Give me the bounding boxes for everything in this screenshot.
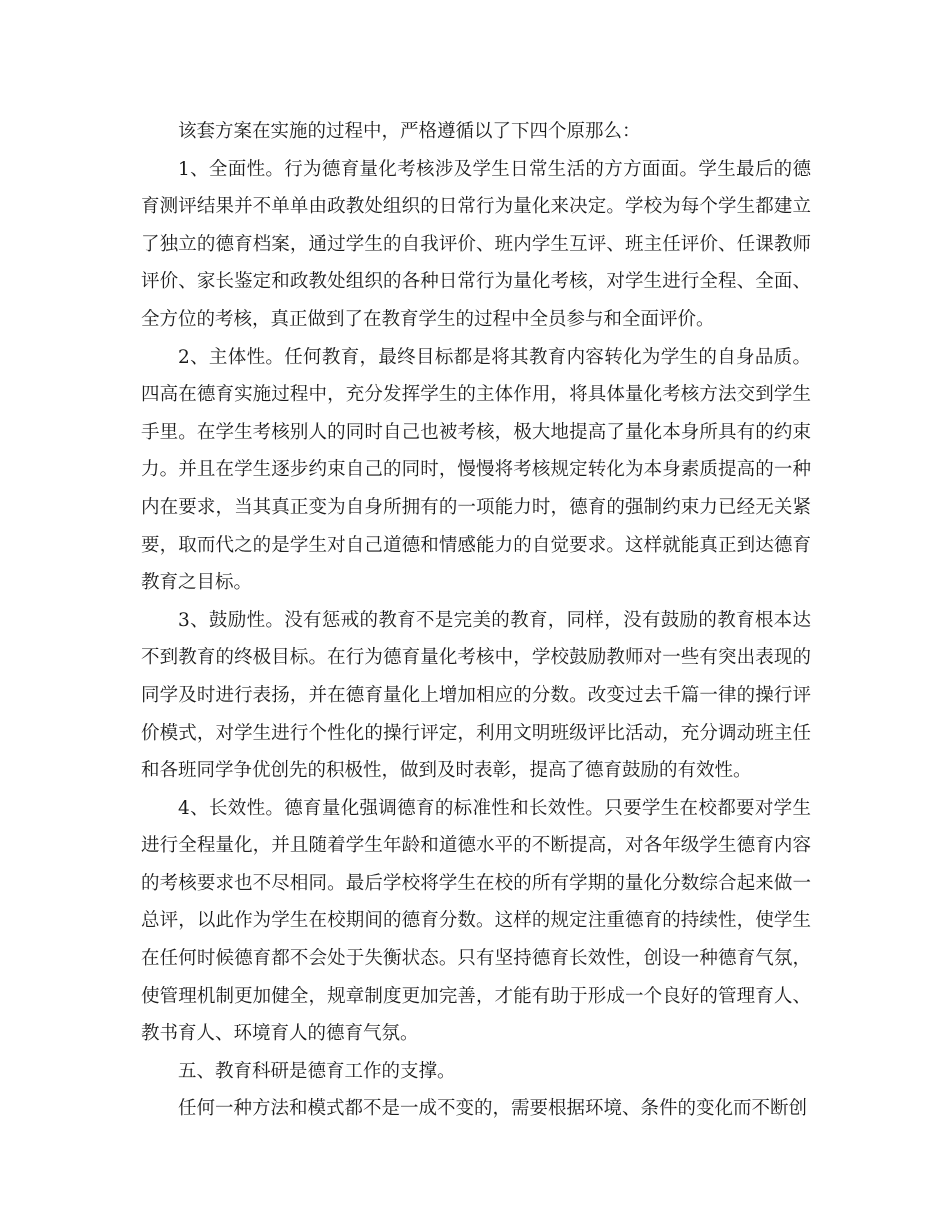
principle-comprehensiveness-paragraph: 1、全面性。行为德育量化考核涉及学生日常生活的方方面面。学生最后的德育测评结果并不单单由政教处组织的日常行为量化来决定。学校为每个学生都建立了独立的德育档案，通过学生的自我评价、班内学生互评、班主任评价、任课教师评价、家长鉴定和政教处组织的各种日常行为量化考核，对学生进行全程、全面、全方位的考核，真正做到了在教育学生的过程中全员参与和全面评价。 [141, 158, 811, 330]
principle-encouragement-paragraph: 3、鼓励性。没有惩戒的教育不是完美的教育，同样，没有鼓励的教育根本达不到教育的终极目标。在行为德育量化考核中，学校鼓励教师对一些有突出表现的同学及时进行表扬，并在德育量化上增加相应的分数。改变过去千篇一律的操行评价模式，对学生进行个性化的操行评定，利用文明班级评比活动，充分调动班主任和各班同学争优创先的积极性，做到及时表彰，提高了德育鼓励的有效性。 [141, 609, 811, 782]
intro-paragraph: 该套方案在实施的过程中，严格遵循以了下四个原那么： [178, 121, 641, 142]
research-paragraph: 任何一种方法和模式都不是一成不变的，需要根据环境、条件的变化而不断创 [178, 1098, 808, 1120]
principle-subjectivity-paragraph: 2、主体性。任何教育，最终目标都是将其教育内容转化为学生的自身品质。四高在德育实施过程中，充分发挥学生的主体作用，将具体量化考核方法交到学生手里。在学生考核别人的同时自己也被考核，极大地提高了量化本身所具有的约束力。并且在学生逐步约束自己的同时，慢慢将考核规定转化为本身素质提高的一种内在要求，当其真正变为自身所拥有的一项能力时，德育的强制约束力已经无关紧要，取而代之的是学生对自己道德和情感能力的自觉要求。这样就能真正到达德育教育之目标。 [141, 346, 811, 594]
document-body [141, 113, 811, 1128]
section-heading-research: 五、教育科研是德育工作的支撑。 [178, 1060, 456, 1082]
principle-long-term-paragraph: 4、长效性。德育量化强调德育的标准性和长效性。只要学生在校都要对学生进行全程量化，并且随着学生年龄和道德水平的不断提高，对各年级学生德育内容的考核要求也不尽相同。最后学校将学生在校的所有学期的量化分数综合起来做一总评，以此作为学生在校期间的德育分数。这样的规定注重德育的持续性，使学生在任何时候德育都不会处于失衡状态。只有坚持德育长效性，创设一种德育气氛，使管理机制更加健全，规章制度更加完善，才能有助于形成一个良好的管理育人、教书育人、环境育人的德育气氛。 [141, 797, 811, 1045]
